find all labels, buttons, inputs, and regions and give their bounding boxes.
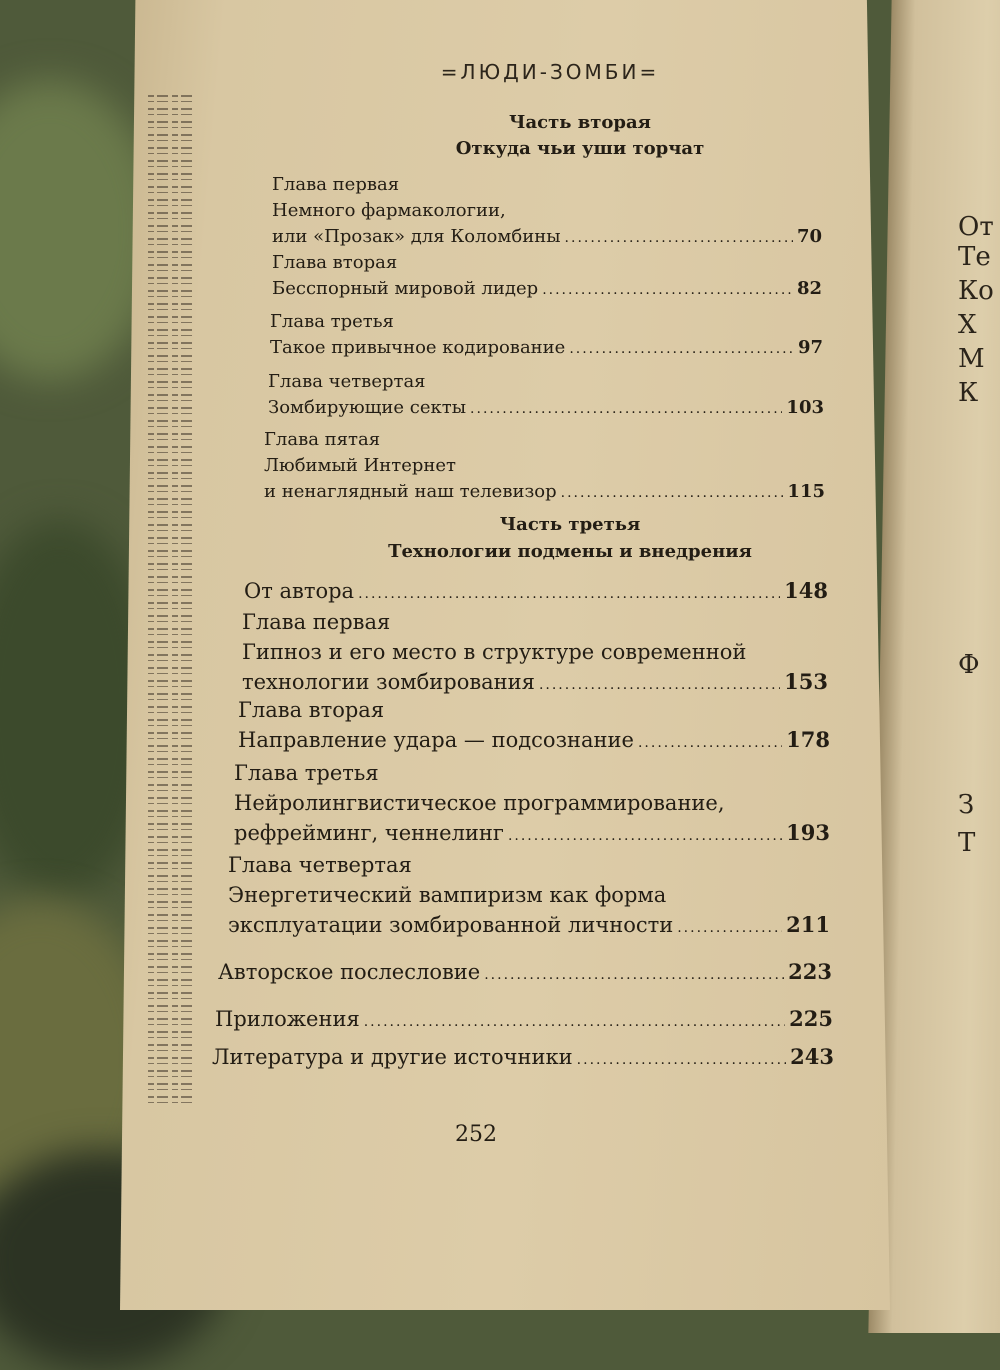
dot-leader — [561, 480, 784, 506]
dot-leader — [577, 1045, 786, 1075]
chapter-label: Глава четвертая — [228, 853, 412, 877]
page-ref: 103 — [786, 397, 824, 418]
chapter-title: Приложения — [215, 1007, 360, 1031]
page-ref: 97 — [797, 337, 823, 358]
from-author-line — [244, 576, 828, 609]
chapter-label: Глава вторая — [238, 698, 385, 722]
dot-leader — [677, 913, 782, 943]
part-three-title: Технологии подмены и внедрения — [388, 541, 752, 562]
page-ref: 211 — [786, 912, 830, 937]
back-matter-line — [218, 957, 832, 990]
page-ref: 148 — [784, 578, 828, 603]
chapter-title-last-line — [234, 818, 830, 851]
chapter-title-line: Любимый Интернет — [264, 455, 457, 476]
page-ref: 70 — [796, 226, 822, 247]
toc-entry — [215, 1004, 833, 1037]
chapter-title: От автора — [244, 579, 355, 603]
chapter-title-last-line — [268, 395, 824, 422]
decorative-ornament-column — [148, 95, 194, 1105]
toc-entry — [272, 172, 822, 251]
dot-leader — [569, 336, 794, 362]
facing-page — [868, 0, 1000, 1333]
chapter-title-line: Энергетический вампиризм как форма — [228, 883, 667, 907]
facing-page-text: Х — [958, 310, 977, 340]
chapter-title-last-line — [228, 910, 830, 943]
page-number: 252 — [455, 1122, 497, 1147]
chapter-title: Такое привычное кодирование — [270, 337, 566, 358]
page-ref: 82 — [796, 278, 822, 299]
chapter-title-last-line — [272, 224, 822, 251]
toc-entry — [244, 576, 828, 609]
chapter-title: Авторское послесловие — [218, 960, 481, 984]
chapter-label: Глава третья — [270, 311, 394, 332]
part-three-label: Часть третья — [499, 514, 641, 535]
page-ref: 115 — [787, 481, 825, 502]
chapter-title: Направление удара — подсознание — [238, 728, 634, 752]
dot-leader — [508, 821, 782, 851]
chapter-title-last-line — [272, 276, 822, 303]
toc-entry — [264, 427, 825, 506]
chapter-title-line: Немного фармакологии, — [272, 200, 506, 221]
facing-page-text: Ко — [958, 276, 994, 306]
page-ref: 153 — [784, 669, 828, 694]
chapter-title: и ненаглядный наш телевизор — [264, 481, 557, 502]
chapter-label: Глава четвертая — [268, 371, 426, 392]
dot-leader — [565, 225, 793, 251]
back-matter-line — [215, 1004, 833, 1037]
dot-leader — [638, 728, 782, 758]
chapter-label: Глава пятая — [264, 429, 381, 450]
chapter-title-last-line — [238, 725, 830, 758]
toc-entry — [212, 1042, 834, 1075]
toc-entry — [228, 850, 830, 943]
page-ref: 243 — [790, 1044, 834, 1069]
page-ref: 193 — [786, 820, 830, 845]
back-matter-line — [212, 1042, 834, 1075]
dot-leader — [358, 579, 780, 609]
chapter-label: Глава первая — [242, 610, 391, 634]
facing-page-text: К — [958, 378, 979, 408]
dot-leader — [364, 1007, 785, 1037]
toc-entry — [218, 957, 832, 990]
chapter-title: рефрейминг, ченнелинг — [234, 821, 504, 845]
chapter-title-line: Гипноз и его место в структуре современной — [242, 640, 747, 664]
toc-entry — [238, 695, 830, 758]
facing-page-text: Т — [958, 828, 976, 858]
toc-entry — [242, 607, 828, 700]
toc-entry — [234, 758, 830, 851]
part-two-title: Откуда чьи уши торчат — [455, 138, 705, 159]
chapter-label: Глава вторая — [272, 252, 398, 273]
chapter-title: эксплуатации зомбированной личности — [228, 913, 674, 937]
page-ref: 225 — [789, 1006, 833, 1031]
chapter-title: Литература и другие источники — [212, 1045, 573, 1069]
running-head: =ЛЮДИ-ЗОМБИ= — [440, 60, 660, 84]
facing-page-text: От — [958, 212, 994, 242]
toc-entry — [272, 250, 822, 303]
chapter-title-last-line — [264, 479, 825, 506]
page-ref: 223 — [788, 959, 832, 984]
chapter-title: или «Прозак» для Коломбины — [272, 226, 561, 247]
chapter-label: Глава третья — [234, 761, 379, 785]
chapter-label: Глава первая — [272, 174, 400, 195]
chapter-title-last-line — [270, 335, 823, 362]
chapter-title-line: Нейролингвистическое программирование, — [234, 791, 725, 815]
chapter-title: технологии зомбирования — [242, 670, 535, 694]
toc-entry — [270, 309, 823, 362]
chapter-title: Бесспорный мировой лидер — [272, 278, 539, 299]
facing-page-text: З — [958, 790, 975, 820]
toc-entry — [268, 369, 824, 422]
facing-page-text: М — [958, 344, 985, 374]
facing-page-text: Те — [958, 242, 991, 272]
dot-leader — [470, 396, 782, 422]
chapter-title: Зомбирующие секты — [268, 397, 467, 418]
part-two-label: Часть вторая — [509, 112, 651, 133]
dot-leader — [484, 960, 784, 990]
page-ref: 178 — [786, 727, 830, 752]
facing-page-text: Ф — [958, 650, 980, 680]
dot-leader — [542, 277, 793, 303]
